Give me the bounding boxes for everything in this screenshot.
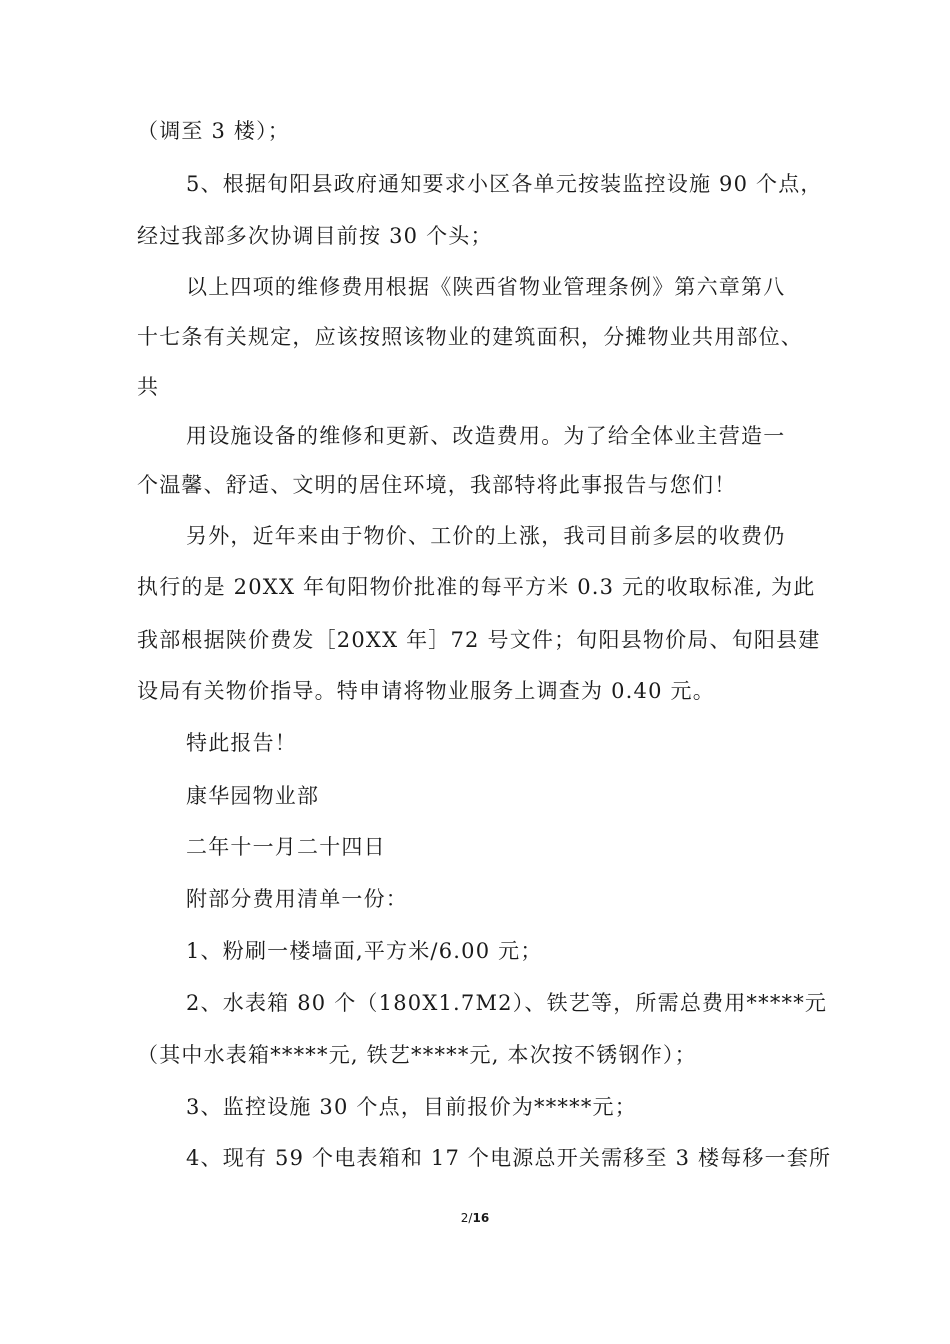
text-line: 特此报告！ <box>186 731 297 755</box>
text-line: 经过我部多次协调目前按 30 个头； <box>137 224 493 248</box>
text-line: 用设施设备的维修和更新、改造费用。为了给全体业主营造一 <box>186 424 786 448</box>
text-line: 个温馨、舒适、文明的居住环境，我部特将此事报告与您们！ <box>137 473 737 497</box>
text-line: 康华园物业部 <box>186 784 320 808</box>
page-number-current: 2/ <box>460 1211 473 1225</box>
text-line: 另外，近年来由于物价、工价的上涨，我司目前多层的收费仍 <box>186 524 786 548</box>
text-line: 3、监控设施 30 个点，目前报价为*****元； <box>186 1095 637 1119</box>
text-line: 1、粉刷一楼墙面,平方米/6.00 元； <box>186 939 543 963</box>
text-line: 5、根据旬阳县政府通知要求小区各单元按装监控设施 90 个点， <box>186 172 823 196</box>
text-line: 以上四项的维修费用根据《陕西省物业管理条例》第六章第八 <box>186 275 786 299</box>
page-number <box>0 1209 950 1227</box>
text-line: 我部根据陕价费发［20XX 年］72 号文件；旬阳县物价局、旬阳县建 <box>137 628 821 652</box>
text-line: 二年十一月二十四日 <box>186 835 386 859</box>
text-line: 共 <box>137 375 160 399</box>
text-line: （其中水表箱*****元, 铁艺*****元, 本次按不锈钢作）； <box>137 1043 697 1067</box>
text-line: 设局有关物价指导。特申请将物业服务上调查为 0.40 元。 <box>137 679 715 703</box>
text-line: （调至 3 楼）； <box>137 119 291 143</box>
page-number-total: 16 <box>472 1211 490 1225</box>
text-line: 2、水表箱 80 个（180X1.7M2）、铁艺等，所需总费用*****元 <box>186 991 828 1015</box>
text-line: 附部分费用清单一份： <box>186 887 408 911</box>
text-line: 4、现有 59 个电表箱和 17 个电源总开关需移至 3 楼每移一套所 <box>186 1146 832 1170</box>
text-line: 十七条有关规定，应该按照该物业的建筑面积，分摊物业共用部位、 <box>137 325 803 349</box>
text-line: 执行的是 20XX 年旬阳物价批准的每平方米 0.3 元的收取标准, 为此 <box>137 575 816 599</box>
